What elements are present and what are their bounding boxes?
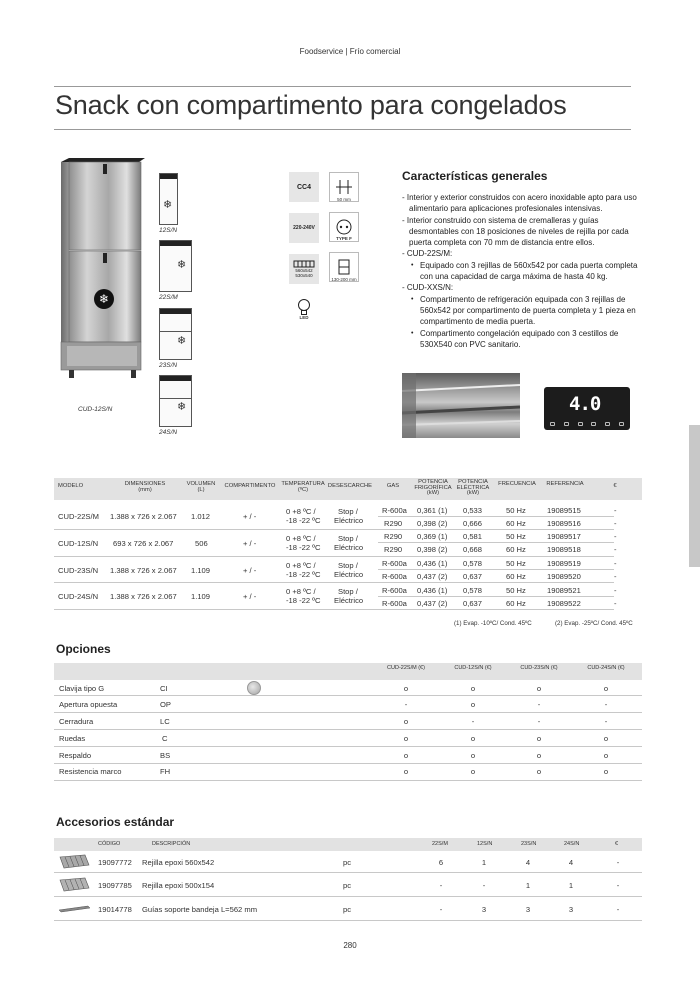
price-value: - [614,586,617,595]
row-divider [378,596,614,597]
option-value: o [470,751,476,760]
cooling-power-value: 0,398 (2) [417,545,448,554]
accessory-qty: - [439,905,443,914]
row-divider [54,746,642,747]
model-defrost-stop: Stop / [338,507,358,516]
features-title: Características generales [402,169,548,183]
climate-class-icon: CC4 [289,172,319,202]
option-code: FH [160,767,171,776]
snowflake-icon: ❄ [177,401,187,413]
accessory-unit: pc [343,881,352,890]
model-volume: 1.012 [191,512,211,521]
grid-size-icon [289,254,319,284]
price-value: - [614,532,617,541]
frequency-value: 60 Hz [506,545,526,554]
variant-diagram [159,375,192,427]
variant-label: 24S/N [159,429,178,436]
accessory-qty: 3 [525,905,531,914]
model-defrost-electric: Eléctrico [334,570,364,579]
option-value: - [471,717,475,726]
model-name: CUD-12S/N [58,539,99,548]
acc-col-header-precio: € [615,841,619,847]
gas-value: R-600a [382,586,407,595]
features-list [402,192,642,350]
price-value: - [614,599,617,608]
grid-size-b: 530x540 [295,273,313,278]
option-value: - [537,717,541,726]
reference-value: 19089518 [547,545,581,554]
option-code: CI [160,684,168,693]
option-name: Resistencia marco [59,767,122,776]
frequency-value: 50 Hz [506,532,526,541]
electric-power-value: 0,637 [463,599,483,608]
accessory-code: 19097772 [98,858,132,867]
group-divider [54,529,614,530]
row-divider [378,516,614,517]
model-volume: 506 [195,539,208,548]
footnote-evap-2: (2) Evap. -25ºC/ Cond. 45ºC [555,620,633,627]
model-compartment: + / - [243,512,257,521]
row-divider [378,569,614,570]
electric-power-value: 0,533 [463,506,483,515]
price-value: - [614,506,617,515]
option-value: o [470,767,476,776]
grid-size-a: 560x542 [295,268,313,273]
option-value: o [536,751,542,760]
row-divider [54,712,642,713]
option-name: Clavija tipo G [59,684,105,693]
option-value: o [536,734,542,743]
option-name: Apertura opuesta [59,700,118,709]
col-header-compartimento: COMPARTIMENTO [224,483,276,489]
option-code: OP [160,700,171,709]
option-code: LC [160,717,170,726]
row-divider [378,542,614,543]
accessory-description: Rejilla epoxi 500x154 [142,881,215,890]
electric-power-value: 0,578 [463,559,483,568]
opciones-title: Opciones [56,642,111,656]
accessory-price: - [616,881,620,890]
model-defrost-stop: Stop / [338,534,358,543]
col-header-potencia-electrica: POTENCIA ELÉCTRICA (kW) [456,479,490,497]
accessory-qty: 1 [481,858,487,867]
variant-diagram [159,240,192,292]
model-temp-negative: -18 -22 ºC [286,596,321,605]
model-compartment: + / - [243,592,257,601]
accessory-qty: - [439,881,443,890]
opciones-col-header: CUD-22S/M (€) [387,665,425,671]
plug-type-label: TYPE F [336,236,352,241]
row-divider [54,896,642,897]
opciones-col-header: CUD-12S/N (€) [454,665,492,671]
frequency-value: 60 Hz [506,599,526,608]
snowflake-icon: ❄ [177,259,187,271]
footnote-evap-1: (1) Evap. -10ºC/ Cond. 45ºC [454,620,532,627]
col-header-dimensiones: DIMENSIONES (mm) [124,481,166,493]
model-temp-positive: 0 +8 ºC / [286,561,316,570]
gas-value: R-600a [382,572,407,581]
gas-value: R-600a [382,599,407,608]
option-value: o [536,767,542,776]
model-dimensions: 1.388 x 726 x 2.067 [110,566,177,575]
title-bottom-rule [54,129,631,130]
snowflake-icon: ❄ [177,335,187,347]
group-divider [54,582,614,583]
option-value: o [470,734,476,743]
col-header-volumen: VOLUMEN (L) [186,481,216,493]
col-header-temperatura: TEMPERATURA (ºC) [281,481,325,493]
option-name: Respaldo [59,751,92,760]
option-value: o [403,684,409,693]
frequency-value: 60 Hz [506,572,526,581]
electric-power-value: 0,581 [463,532,483,541]
header-section-label: Foodservice | Frío comercial [299,47,401,56]
model-dimensions: 1.388 x 726 x 2.067 [110,592,177,601]
reference-value: 19089522 [547,599,581,608]
model-temp-negative: -18 -22 ºC [286,570,321,579]
accessory-qty: 4 [525,858,531,867]
feature-line: • Compartimento de refrigeración equipada con 3 rejillas de 560x542 por compartimento de puerta completa y 1 pieza en compartimento de media puerta. [402,294,642,328]
wire-rack-icon [58,876,91,893]
option-name: Ruedas [59,734,86,743]
model-name: CUD-22S/M [58,512,99,521]
option-value: o [603,734,609,743]
display-buttons [550,422,624,426]
price-value: - [614,545,617,554]
frequency-value: 60 Hz [506,519,526,528]
accessory-qty: - [482,881,486,890]
reference-value: 19089520 [547,572,581,581]
cooling-power-value: 0,398 (2) [417,519,448,528]
page-title: Snack con compartimento para congelados [55,90,567,120]
col-header-frecuencia: FRECUENCIA [498,481,536,487]
variant-diagram [159,173,178,225]
col-header-referencia: REFERENCIA [546,481,584,487]
tray-guide-rail-icon [58,900,91,917]
gas-value: R290 [384,519,403,528]
shelf-detail-photo [402,373,520,438]
wire-rack-icon [58,853,91,870]
svg-text:❄: ❄ [98,292,110,306]
accessory-unit: pc [343,858,352,867]
option-value: o [603,767,609,776]
row-divider [54,872,642,873]
page-number: 280 [343,941,357,950]
accessory-qty: 3 [481,905,487,914]
gas-value: R290 [384,545,403,554]
option-value: - [604,717,608,726]
frequency-value: 50 Hz [506,559,526,568]
gas-value: R290 [384,532,403,541]
reference-value: 19089519 [547,559,581,568]
reference-value: 19089521 [547,586,581,595]
electric-power-value: 0,668 [463,545,483,554]
reference-value: 19089516 [547,519,581,528]
option-value: - [404,700,408,709]
price-value: - [614,519,617,528]
group-divider [54,609,614,610]
feature-line: - Interior y exterior construidos con acero inoxidable apto para uso alimentario para aplicaciones profesionales intensivas. [402,193,637,214]
frequency-value: 50 Hz [506,586,526,595]
model-dimensions: 693 x 726 x 2.067 [113,539,174,548]
acc-col-header-22s-m: 22S/M [432,841,448,847]
accessory-price: - [616,858,620,867]
option-value: o [470,684,476,693]
electric-power-value: 0,578 [463,586,483,595]
model-temp-positive: 0 +8 ºC / [286,534,316,543]
option-code: BS [160,751,171,760]
acc-col-header-23s-n: 23S/N [521,841,537,847]
cooling-power-value: 0,361 (1) [417,506,448,515]
accessory-code: 19014778 [98,905,132,914]
row-divider [54,780,642,781]
accessory-qty: 1 [568,881,574,890]
fridge-product-image [59,156,147,382]
model-compartment: + / - [243,566,257,575]
model-volume: 1.109 [191,566,211,575]
display-reading: 4.0 [569,393,601,415]
model-name: CUD-24S/N [58,592,99,601]
col-header-desescarche: DESESCARCHE [327,483,373,489]
option-name: Cerradura [59,717,94,726]
option-value: o [403,767,409,776]
cooling-power-value: 0,436 (1) [417,559,448,568]
row-divider [54,763,642,764]
gas-value: R-600a [382,506,407,515]
option-value: o [403,751,409,760]
accessory-qty: 1 [525,881,531,890]
side-tab-marker [689,425,700,567]
cooling-power-value: 0,437 (2) [417,572,448,581]
feature-line: - CUD-XXS/N: [402,283,454,293]
accessory-description: Rejilla epoxi 560x542 [142,858,215,867]
model-defrost-stop: Stop / [338,587,358,596]
accessory-unit: pc [343,905,352,914]
variant-label: 22S/M [159,294,178,301]
opciones-col-header: CUD-23S/N (€) [520,665,558,671]
accessory-qty: 3 [568,905,574,914]
accesorios-table-header [54,838,642,851]
option-value: o [470,700,476,709]
reference-value: 19089515 [547,506,581,515]
feature-line: • Compartimento congelación equipado con 3 cestillos de 530X540 con PVC sanitario. [402,328,642,351]
group-divider [54,556,614,557]
variant-23s-n [159,308,192,369]
price-value: - [614,572,617,581]
price-value: - [614,559,617,568]
feature-line: • Equipado con 3 rejillas de 560x542 por cada puerta completa con una capacidad de carga máxima de hasta 40 kg. [402,260,642,283]
electric-power-value: 0,637 [463,572,483,581]
accessory-description: Guías soporte bandeja L=562 mm [142,905,258,914]
plug-type-g-icon [247,681,261,695]
model-defrost-electric: Eléctrico [334,543,364,552]
variant-diagram [159,308,192,360]
accessory-qty: 4 [568,858,574,867]
model-temp-positive: 0 +8 ºC / [286,587,316,596]
reference-value: 19089517 [547,532,581,541]
led-label: LED [299,315,309,320]
acc-col-header-codigo: CÓDIGO [98,841,121,847]
accesorios-title: Accesorios estándar [56,815,175,829]
opciones-col-header: CUD-24S/N (€) [587,665,625,671]
variant-label: 23S/N [159,362,178,369]
title-top-rule [54,86,631,87]
model-defrost-electric: Eléctrico [334,596,364,605]
option-value: o [403,717,409,726]
model-temp-negative: -18 -22 ºC [286,516,321,525]
depth-label: 50 mm [337,197,351,202]
cooling-power-value: 0,369 (1) [417,532,448,541]
variant-12s-n [159,173,192,234]
model-compartment: + / - [243,539,257,548]
model-temp-positive: 0 +8 ºC / [286,507,316,516]
acc-col-header-12s-n: 12S/N [477,841,493,847]
option-value: - [537,700,541,709]
option-value: o [603,684,609,693]
feature-line: - Interior construido con sistema de cremalleras y guías desmontables con 18 posiciones de niveles de rejilla por cada puerta completa con 70 mm de distancia entre ellos. [402,215,629,248]
snowflake-icon: ❄ [163,199,173,211]
gas-value: R-600a [382,559,407,568]
model-volume: 1.109 [191,592,211,601]
option-value: o [603,751,609,760]
accessory-qty: 6 [438,858,444,867]
acc-col-header-24s-n: 24S/N [564,841,580,847]
variant-24s-n [159,375,192,436]
feature-line: - CUD-22S/M: [402,249,453,259]
col-header-modelo: MODELO [58,483,84,489]
variant-22s-m [159,240,192,301]
temperature-display-photo [544,387,630,430]
row-divider [54,729,642,730]
model-defrost-stop: Stop / [338,561,358,570]
row-divider [54,920,642,921]
shelf-spacing-label: 130-200 mm [331,277,357,282]
cooling-power-value: 0,437 (2) [417,599,448,608]
col-header-potencia-frigorifica: POTENCIA FRIGORÍFICA (kW) [414,479,452,497]
col-header-gas: GAS [386,483,400,489]
variant-label: 12S/N [159,227,178,234]
model-dimensions: 1.388 x 726 x 2.067 [110,512,177,521]
option-code: C [162,734,168,743]
model-defrost-electric: Eléctrico [334,516,364,525]
voltage-icon: 220-240V [289,213,319,243]
acc-col-header-descripcion: DESCRIPCIÓN [152,841,191,847]
row-divider [54,695,642,696]
model-temp-negative: -18 -22 ºC [286,543,321,552]
cooling-power-value: 0,436 (1) [417,586,448,595]
electric-power-value: 0,666 [463,519,483,528]
col-header-precio: € [613,483,617,489]
accessory-code: 19097785 [98,881,132,890]
accessory-price: - [616,905,620,914]
option-value: o [403,734,409,743]
frequency-value: 50 Hz [506,506,526,515]
fridge-model-caption: CUD-12S/N [78,406,113,413]
model-name: CUD-23S/N [58,566,99,575]
option-value: - [604,700,608,709]
option-value: o [536,684,542,693]
